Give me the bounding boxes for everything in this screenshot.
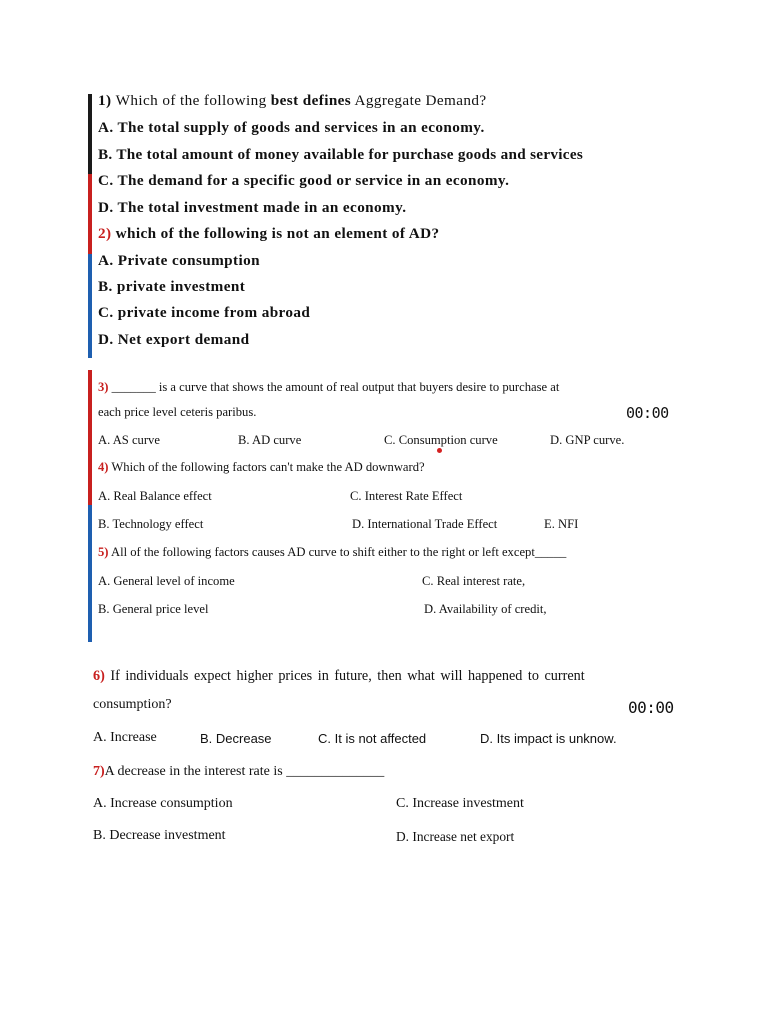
question-block-3 [88,660,683,860]
question-2 [98,225,439,243]
question-number: 2) [98,225,112,242]
question-text: A decrease in the interest rate is [104,764,283,779]
question-text: Which of the following [115,92,271,109]
question-6-cont: consumption? [93,697,172,712]
question-number: 3) [98,380,109,394]
margin-bar-red [88,370,92,505]
margin-bar-black [88,94,92,174]
option-5a: A. General level of income [98,574,235,588]
option-4b: B. Technology effect [98,517,204,531]
option-4c: C. Interest Rate Effect [350,489,463,503]
option-5b: B. General price level [98,602,209,616]
option-5c: C. Real interest rate, [422,574,526,588]
option-6c: C. It is not affected [318,731,427,746]
option-3b: B. AD curve [238,433,302,447]
question-number: 1) [98,92,112,109]
option-1c: C. The demand for a specific good or service in an economy. [98,172,510,189]
question-text: is a curve that shows the amount of real output that buyers desire to purchase at [155,380,560,394]
option-6a: A. Increase [93,730,157,745]
marker-dot [437,448,442,453]
question-block-1 [88,88,700,358]
question-7 [93,764,384,780]
question-text: Which of the following factors can't make the AD downward? [111,460,425,474]
option-7a: A. Increase consumption [93,796,233,811]
question-text: All of the following factors causes AD curve to shift either to the right or left except_____ [110,545,567,559]
question-5 [98,545,566,560]
question-1 [98,92,487,110]
question-emphasis: best defines [270,92,352,109]
question-6 [93,668,585,685]
option-4a: A. Real Balance effect [98,489,212,503]
option-7d: D. Increase net export [396,829,515,844]
option-3c: C. Consumption curve [384,433,498,447]
option-7c: C. Increase investment [396,796,524,811]
question-text-end: Aggregate Demand? [351,92,487,109]
answer-blank: _______ [111,380,156,394]
option-1d: D. The total investment made in an economy. [98,199,407,216]
option-4e: E. NFI [544,517,579,531]
question-3-cont: each price level ceteris paribus. [98,405,257,419]
option-4d: D. International Trade Effect [352,517,498,531]
option-3a: A. AS curve [98,433,160,447]
question-number: 5) [98,545,109,559]
margin-bar-red [88,174,92,254]
option-5d: D. Availability of credit, [424,602,547,616]
timer: 00:00 [626,404,669,422]
question-text: If individuals expect higher prices in future, then what will happened to current [110,668,585,684]
option-6d: D. Its impact is unknow. [480,731,617,746]
option-2c: C. private income from abroad [98,304,311,321]
timer: 00:00 [628,698,674,717]
answer-blank: ______________ [286,764,385,779]
option-1a: A. The total supply of goods and services in an economy. [98,119,485,136]
option-2d: D. Net export demand [98,331,250,348]
option-6b: B. Decrease [200,731,272,746]
question-number: 6) [93,668,105,684]
option-1b: B. The total amount of money available for purchase goods and services [98,146,584,163]
margin-bar-blue [88,505,92,642]
option-2b: B. private investment [98,278,246,295]
margin-bar-blue [88,254,92,358]
question-4 [98,460,425,475]
option-2a: A. Private consumption [98,252,260,269]
question-text: which of the following is not an element of AD? [115,225,440,242]
question-number: 4) [98,460,109,474]
option-3d: D. GNP curve. [550,433,625,447]
question-block-2 [88,370,683,642]
question-number: 7) [93,764,105,779]
option-7b: B. Decrease investment [93,828,226,843]
question-3 [98,380,559,395]
